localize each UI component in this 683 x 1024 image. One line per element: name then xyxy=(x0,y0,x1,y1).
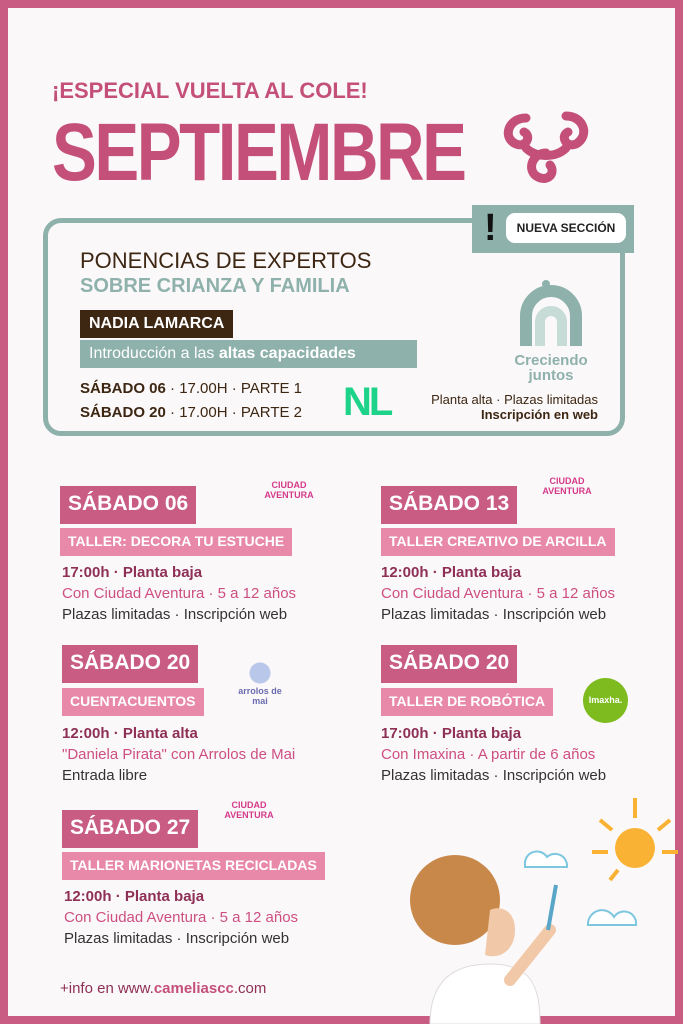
event-note: Entrada libre xyxy=(62,767,148,784)
date-info: · 17.00H · PARTE 2 xyxy=(165,404,303,421)
footer-info xyxy=(60,980,266,997)
footer-suffix: .com xyxy=(233,980,267,997)
event-time: 12:00h · Planta baja xyxy=(64,888,205,905)
footer-prefix: +info en www. xyxy=(60,980,154,997)
experts-subheading: SOBRE CRIANZA Y FAMILIA xyxy=(80,275,350,297)
ciudad-aventura-logo: CIUDAD AVENTURA xyxy=(224,800,274,820)
event-activity: CUENTACUENTOS xyxy=(62,688,204,716)
cloud-icon xyxy=(525,851,636,925)
event-note: Plazas limitadas · Inscripción web xyxy=(64,930,290,947)
experts-heading: PONENCIAS DE EXPERTOS xyxy=(80,248,372,273)
date-day: SÁBADO 20 xyxy=(80,404,166,421)
sun-icon xyxy=(592,798,678,880)
new-section-badge: NUEVA SECCIÓN xyxy=(506,213,626,243)
venue-text: Planta alta · Plazas limitadas xyxy=(431,392,598,407)
talk-date-1 xyxy=(80,380,302,397)
event-note: Plazas limitadas · Inscripción web xyxy=(62,606,288,623)
event-time: 17:00h · Planta baja xyxy=(381,725,522,742)
new-section-tag xyxy=(472,205,634,253)
ciudad-aventura-logo: CIUDAD AVENTURA xyxy=(542,476,592,496)
event-day: SÁBADO 20 xyxy=(62,645,198,683)
topic-bold: altas capacidades xyxy=(218,345,356,362)
imaxina-logo: Imaxha. xyxy=(583,678,628,723)
event-activity: TALLER DE ROBÓTICA xyxy=(381,688,553,716)
event-day: SÁBADO 20 xyxy=(381,645,517,683)
event-with: "Daniela Pirata" con Arrolos de Mai xyxy=(62,746,296,763)
event-activity: TALLER CREATIVO DE ARCILLA xyxy=(381,528,615,556)
talk-topic xyxy=(80,340,417,368)
event-with: Con Imaxina · A partir de 6 años xyxy=(381,746,596,763)
program-logo-text: Creciendo juntos xyxy=(514,352,588,384)
event-time: 12:00h · Planta alta xyxy=(62,725,198,742)
page-title: SEPTIEMBRE xyxy=(52,107,465,198)
event-day: SÁBADO 13 xyxy=(381,486,517,524)
arch-icon xyxy=(516,278,586,348)
talk-date-2 xyxy=(80,404,302,421)
event-note: Plazas limitadas · Inscripción web xyxy=(381,606,607,623)
event-time: 12:00h · Planta baja xyxy=(381,564,522,581)
kicker: ¡ESPECIAL VUELTA AL COLE! xyxy=(52,78,368,103)
creciendo-juntos-logo xyxy=(506,278,596,383)
swirl-icon xyxy=(496,108,596,198)
date-info: · 17.00H · PARTE 1 xyxy=(165,380,303,397)
date-day: SÁBADO 06 xyxy=(80,380,166,397)
ciudad-aventura-logo: CIUDAD AVENTURA xyxy=(264,480,314,500)
event-with: Con Ciudad Aventura · 5 a 12 años xyxy=(64,909,299,926)
footer-link[interactable]: cameliascc xyxy=(153,980,234,997)
event-note: Plazas limitadas · Inscripción web xyxy=(381,767,607,784)
event-with: Con Ciudad Aventura · 5 a 12 años xyxy=(62,585,297,602)
event-day: SÁBADO 06 xyxy=(60,486,196,524)
event-day: SÁBADO 27 xyxy=(62,810,198,848)
event-time: 17:00h · Planta baja xyxy=(62,564,203,581)
exclamation-icon: ! xyxy=(484,207,497,249)
speaker-name: NADIA LAMARCA xyxy=(80,310,233,338)
speaker-logo: NL xyxy=(343,380,391,424)
experts-venue xyxy=(410,392,598,422)
child-drawing-illustration xyxy=(360,790,683,1024)
topic-prefix: Introducción a las xyxy=(89,345,219,362)
registration-text: Inscripción en web xyxy=(480,407,598,422)
event-with: Con Ciudad Aventura · 5 a 12 años xyxy=(381,585,616,602)
event-activity: TALLER MARIONETAS RECICLADAS xyxy=(62,852,325,880)
arrolos-de-mai-logo: arrolos de mai xyxy=(238,662,282,706)
event-activity: TALLER: DECORA TU ESTUCHE xyxy=(60,528,292,556)
